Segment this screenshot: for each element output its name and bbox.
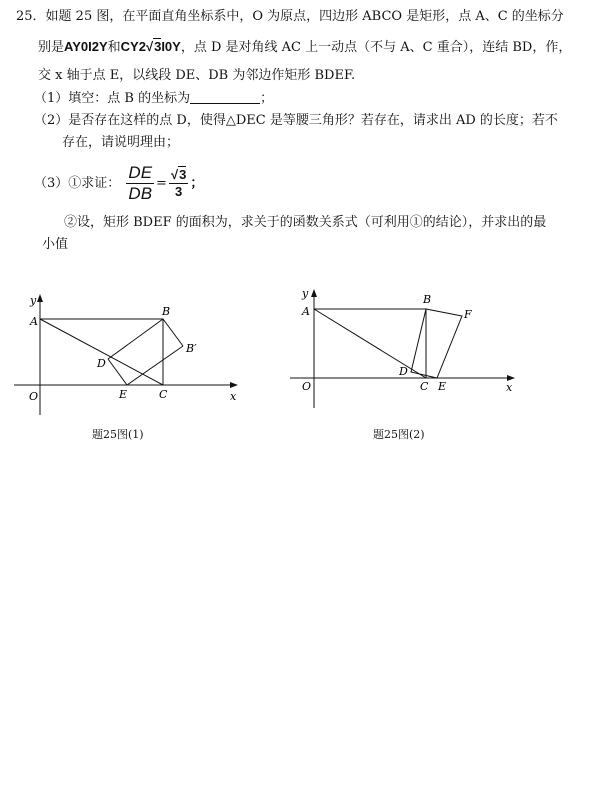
x-axis-arrow — [230, 382, 238, 388]
problem-line-1: 25．如题 25 图，在平面直角坐标系中，O 为原点，四边形 ABCO 是矩形，点 A、C 的坐标分 — [16, 9, 564, 24]
label-c: C — [159, 388, 168, 401]
coord-c-pre: CY2 — [120, 39, 146, 54]
rectangle-bdef — [411, 309, 462, 378]
question-2-line-1: （2）是否存在这样的点 D，使得△DEC 是等腰三角形？若存在，请求出 AD 的长度；若不 — [34, 113, 558, 128]
label-e: E — [119, 388, 128, 401]
q3-label: （3）①求证： — [34, 176, 121, 191]
fraction-denominator: DB — [128, 184, 153, 203]
fraction-numerator: DE — [128, 163, 153, 182]
q3-end: ； — [190, 175, 204, 190]
y-axis-arrow — [37, 294, 43, 302]
fraction-de-db — [126, 163, 154, 204]
label-b: B — [162, 305, 171, 318]
text-segment: 别是 — [38, 40, 65, 55]
coord-a: AY0I2Y — [64, 39, 108, 54]
fraction-numerator: √3 — [170, 167, 187, 182]
equals-sign: = — [156, 176, 167, 191]
label-x: x — [506, 381, 513, 394]
question-3b-line-2: 小值 — [42, 237, 69, 252]
q1-end: ； — [260, 91, 274, 106]
coord-c-post: I0Y — [161, 39, 181, 54]
problem-line-3: 交 x 轴于点 E，以线段 DE、DB 为邻边作矩形 BDEF. — [38, 68, 356, 83]
label-b: B — [423, 293, 432, 306]
label-y: y — [30, 294, 37, 307]
label-o: O — [302, 380, 312, 393]
answer-blank — [190, 91, 260, 104]
fraction-denominator: 3 — [175, 184, 183, 199]
label-o: O — [29, 390, 39, 403]
label-y: y — [302, 287, 309, 300]
label-f: F — [464, 308, 472, 321]
figure-1-caption: 题25图(1) — [92, 428, 144, 441]
figure-2-caption: 题25图(2) — [373, 428, 425, 441]
sqrt-radicand: 3 — [179, 167, 187, 182]
question-3 — [34, 162, 203, 205]
coord-c-sqrt: 3 — [154, 39, 162, 54]
label-d: D — [97, 357, 106, 370]
coord-c: CY2√3I0Y — [120, 39, 181, 54]
question-2-line-2: 存在，请说明理由； — [62, 135, 180, 150]
segment-bd — [108, 319, 163, 359]
label-a: A — [30, 315, 38, 328]
label-a: A — [302, 305, 310, 318]
q1-text: （1）填空：点 B 的坐标为 — [34, 91, 191, 106]
segment-bb-prime — [163, 319, 183, 346]
question-1 — [34, 90, 273, 108]
figure-2 — [280, 280, 540, 415]
segment-de — [108, 359, 127, 385]
question-3b-line-1: ②设，矩形 BDEF 的面积为，求关于的函数关系式（可利用①的结论），并求出的最 — [64, 215, 547, 230]
label-d: D — [399, 365, 408, 378]
diagonal-ac — [40, 319, 163, 385]
text-segment: 和 — [107, 40, 121, 55]
fraction-sqrt3-3 — [169, 167, 188, 200]
label-b-prime: B′ — [186, 342, 197, 355]
label-x: x — [230, 390, 237, 403]
label-c: C — [420, 380, 429, 393]
text-segment: ，点 D 是对角线 AC 上一动点（不与 A、C 重合），连结 BD，作， — [180, 40, 572, 55]
problem-line-2 — [38, 38, 571, 57]
diagonal-ac — [314, 309, 426, 378]
label-e: E — [438, 380, 447, 393]
figure-1 — [0, 285, 260, 420]
segment-eb-prime — [127, 346, 183, 385]
y-axis-arrow — [311, 289, 317, 297]
